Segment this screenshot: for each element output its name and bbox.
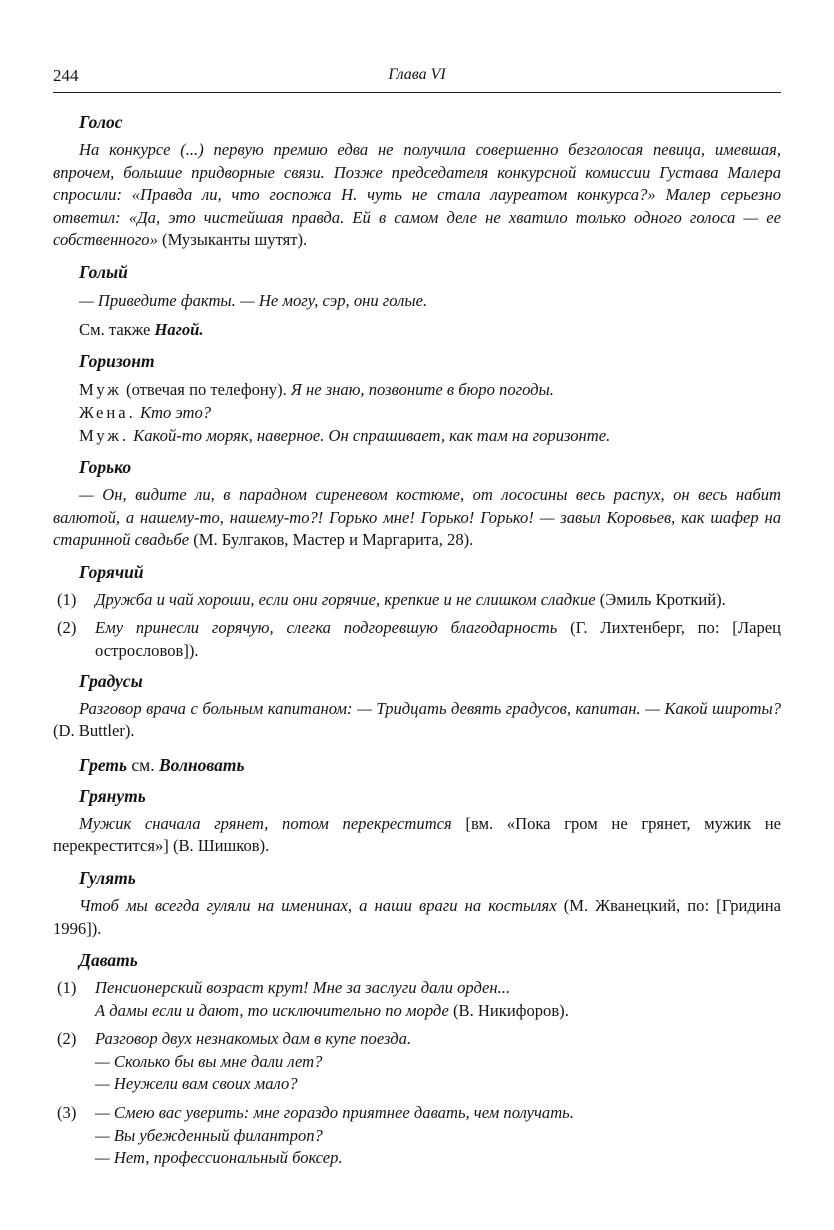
source-text: (Г. Лихтенберг, по: [Ларец острословов]). [95,618,781,660]
speaker: Жена. [79,402,136,422]
item-number: (2) [57,1029,77,1049]
see-also-label: См. также [79,319,155,339]
quote-text: — Он, видите ли, в парадном сиреневом костюме, от лососины весь распух, он весь набит валютой, а нашему-то, нашему-то?! Горько мне! Горько! Горько! — завыл Коровьев, как шафер на старинной свадьбе [53,484,781,550]
entry-gradusy [53,671,781,743]
entry-text [53,139,781,252]
quote-text: Какой-то моряк, наверное. Он спрашивает, как там на горизонте. [129,425,611,445]
entry-headword: Голый [79,261,128,282]
entry-headword: Горячий [79,561,144,582]
entry-text [53,813,781,858]
entry-headword: Давать [79,950,138,971]
quote-line: — Нет, профессиональный боксер. [95,1148,343,1168]
dictionary-content [53,112,781,1176]
dialog-line [79,401,781,424]
item-number: (1) [57,978,77,998]
page-number: 244 [53,66,79,85]
quote-line: Разговор двух незнакомых дам в купе поезда. [95,1029,412,1049]
numbered-item [53,1028,781,1096]
numbered-item [53,617,781,662]
entry-headword: Грянуть [79,785,146,806]
entry-headword: Горько [79,456,132,477]
entry-gorko [53,457,781,552]
entry-headword [79,755,781,776]
item-number: (1) [57,589,77,609]
dialog-line [79,424,781,447]
quote-text: А дамы если и дают, то исключительно по морде [95,1000,449,1020]
source-text: (Эмиль Кроткий). [595,589,726,609]
entry-gorizont [53,351,781,447]
quote-line [95,1000,781,1023]
quote-text: Кто это? [135,402,212,422]
item-number: (2) [57,618,77,638]
entry-text [79,289,781,312]
speaker: Муж. [79,425,130,445]
entry-text [53,895,781,940]
quote-text: Ему принесли горячую, слегка подгоревшую благодарность [95,618,558,638]
page-header [53,66,781,93]
item-number: (3) [57,1103,77,1123]
entry-davat [53,950,781,1170]
entry-headword: Гулять [79,867,136,888]
entry-headword: Голос [79,112,123,132]
numbered-item [53,977,781,1022]
entry-golos [53,112,781,252]
entry-gulyat [53,868,781,940]
running-title: Глава VI [388,66,446,83]
quote-text: — Приведите факты. — Не могу, сэр, они голые. [79,290,428,310]
entry-gryanut [53,786,781,858]
see-also-target: Волновать [158,754,245,775]
see-also-label: см. [126,754,159,775]
source-text: (D. Buttler). [53,721,135,741]
quote-line: — Сколько бы вы мне дали лет? [95,1051,323,1071]
quote-text: Дружба и чай хороши, если они горячие, крепкие и не слишком сладкие [95,589,596,609]
speaker: Муж [79,379,122,399]
source-text: (Музыканты шутят). [157,230,308,250]
quote-line: — Неужели вам своих мало? [95,1074,298,1094]
source-text: (М. Булгаков, Мастер и Маргарита, 28). [189,530,474,550]
entry-headword: Горизонт [79,350,155,371]
numbered-item [53,589,781,612]
quote-text: На конкурсе (...) первую премию едва не получила совершенно безголосая певица, имевшая, впрочем, большие придворные связи. Позже председателя конкурсной комиссии Густава Малера спросили: «Правда ли, что госпожа Н. чуть не стала лауреатом конкурса?» Малер серьезно ответил: «Да, это чистейшая правда. Ей в самом деле не хватило только одного голоса — ее собственного» [53,140,781,250]
quote-text: Разговор врача с больным капитаном: — Тридцать девять градусов, капитан. — Какой широты? [79,698,781,718]
entry-gret [53,755,781,776]
numbered-item [53,1102,781,1170]
quote-text: Мужик сначала грянет, потом перекрестится [79,813,452,833]
quote-text: Чтоб мы всегда гуляли на именинах, а наши враги на костылях [79,895,557,915]
quote-line: — Вы убежденный филантроп? [95,1125,323,1145]
entry-text [53,484,781,552]
stage-direction: (отвечая по телефону). [121,379,291,399]
quote-text: Я не знаю, позвоните в бюро погоды. [290,379,554,399]
entry-headword: Градусы [79,670,143,691]
entry-goly [53,262,781,341]
dialog-line [79,378,781,401]
entry-goryachy [53,562,781,663]
cross-reference [79,318,781,341]
headword-text: Греть [79,754,127,775]
source-text: (В. Никифоров). [448,1000,569,1020]
source-text: [вм. «Пока гром не грянет, мужик не перекрестится»] (В. Шишков). [53,813,781,856]
quote-line: — Смею вас уверить: мне гораздо приятнее давать, чем получать. [95,1103,574,1123]
see-also-target: Нагой. [154,319,204,339]
source-text: (М. Жванецкий, по: [Гридина 1996]). [53,895,781,938]
entry-text [53,698,781,743]
quote-line: Пенсионерский возраст крут! Мне за заслуги дали орден... [95,978,511,998]
